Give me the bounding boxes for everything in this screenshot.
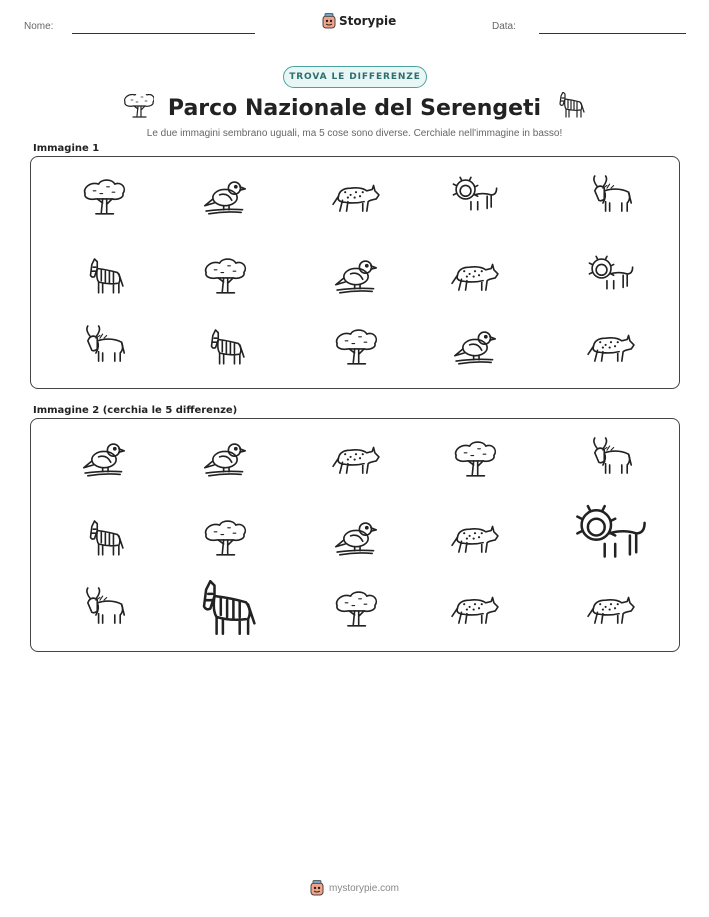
lion-picture[interactable] — [569, 504, 653, 575]
tree-picture[interactable] — [198, 517, 252, 563]
tree-icon — [448, 438, 502, 484]
hyena-picture — [448, 255, 502, 301]
hyena-picture[interactable] — [448, 517, 502, 563]
title-row — [0, 92, 709, 124]
storypie-mascot-icon — [322, 13, 336, 29]
hyena-picture[interactable] — [329, 438, 383, 484]
panel-2-label: Immagine 2 (cerchia le 5 differenze) — [33, 405, 238, 416]
zebra-picture[interactable] — [183, 575, 267, 646]
bird-icon — [448, 326, 502, 372]
lion-icon — [448, 176, 502, 222]
wildebeest-picture — [77, 326, 131, 372]
date-label: Data: — [492, 21, 516, 32]
tree-picture — [329, 326, 383, 372]
hyena-icon — [448, 517, 502, 563]
wildebeest-icon — [77, 588, 131, 634]
lion-icon — [569, 504, 653, 575]
hyena-picture[interactable] — [448, 588, 502, 634]
zebra-icon — [555, 92, 585, 124]
date-line[interactable] — [539, 33, 686, 34]
zebra-icon — [183, 575, 267, 646]
tree-picture — [77, 176, 131, 222]
tree-picture[interactable] — [329, 588, 383, 634]
lion-picture — [584, 255, 638, 301]
bird-icon — [77, 438, 131, 484]
wildebeest-picture[interactable] — [584, 438, 638, 484]
name-label: Nome: — [24, 21, 54, 32]
hyena-icon — [584, 326, 638, 372]
bird-icon — [198, 438, 252, 484]
tree-icon — [329, 588, 383, 634]
footer-url: mystorypie.com — [328, 882, 399, 894]
tree-icon — [198, 255, 252, 301]
tree-icon — [77, 176, 131, 222]
hyena-icon — [448, 588, 502, 634]
tree-icon — [329, 326, 383, 372]
bird-picture — [448, 326, 502, 372]
hyena-icon — [448, 255, 502, 301]
hyena-picture — [584, 326, 638, 372]
name-line[interactable] — [72, 33, 255, 34]
bird-icon — [329, 255, 383, 301]
image-1-panel — [30, 156, 680, 389]
hyena-icon — [584, 588, 638, 634]
bird-icon — [198, 176, 252, 222]
bird-picture — [329, 255, 383, 301]
zebra-icon — [77, 517, 131, 563]
instructions: Le due immagini sembrano uguali, ma 5 cose sono diverse. Cerchiale nell'immagine in basso! — [146, 128, 563, 139]
storypie-mascot-icon — [310, 880, 324, 896]
bird-picture[interactable] — [77, 438, 131, 484]
page-title: Parco Nazionale del Serengeti — [167, 95, 542, 121]
bird-picture[interactable] — [198, 438, 252, 484]
hyena-icon — [329, 176, 383, 222]
brand-logo — [322, 13, 396, 29]
bird-picture — [198, 176, 252, 222]
panel-1-label: Immagine 1 — [33, 143, 100, 154]
acacia-tree-icon — [124, 94, 154, 122]
wildebeest-picture — [584, 176, 638, 222]
bird-picture[interactable] — [329, 517, 383, 563]
footer — [0, 880, 709, 896]
tree-picture[interactable] — [448, 438, 502, 484]
zebra-picture — [198, 326, 252, 372]
tree-icon — [198, 517, 252, 563]
zebra-picture — [77, 255, 131, 301]
hyena-picture — [329, 176, 383, 222]
zebra-picture[interactable] — [77, 517, 131, 563]
brand-name: Storypie — [339, 14, 397, 28]
zebra-icon — [198, 326, 252, 372]
hyena-icon — [329, 438, 383, 484]
bird-icon — [329, 517, 383, 563]
wildebeest-picture[interactable] — [77, 588, 131, 634]
worksheet-type-badge: TROVA LE DIFFERENZE — [283, 66, 427, 88]
hyena-picture[interactable] — [584, 588, 638, 634]
tree-picture — [198, 255, 252, 301]
wildebeest-icon — [584, 176, 638, 222]
zebra-icon — [77, 255, 131, 301]
image-2-panel[interactable] — [30, 418, 680, 652]
wildebeest-icon — [584, 438, 638, 484]
lion-picture — [448, 176, 502, 222]
wildebeest-icon — [77, 326, 131, 372]
lion-icon — [584, 255, 638, 301]
